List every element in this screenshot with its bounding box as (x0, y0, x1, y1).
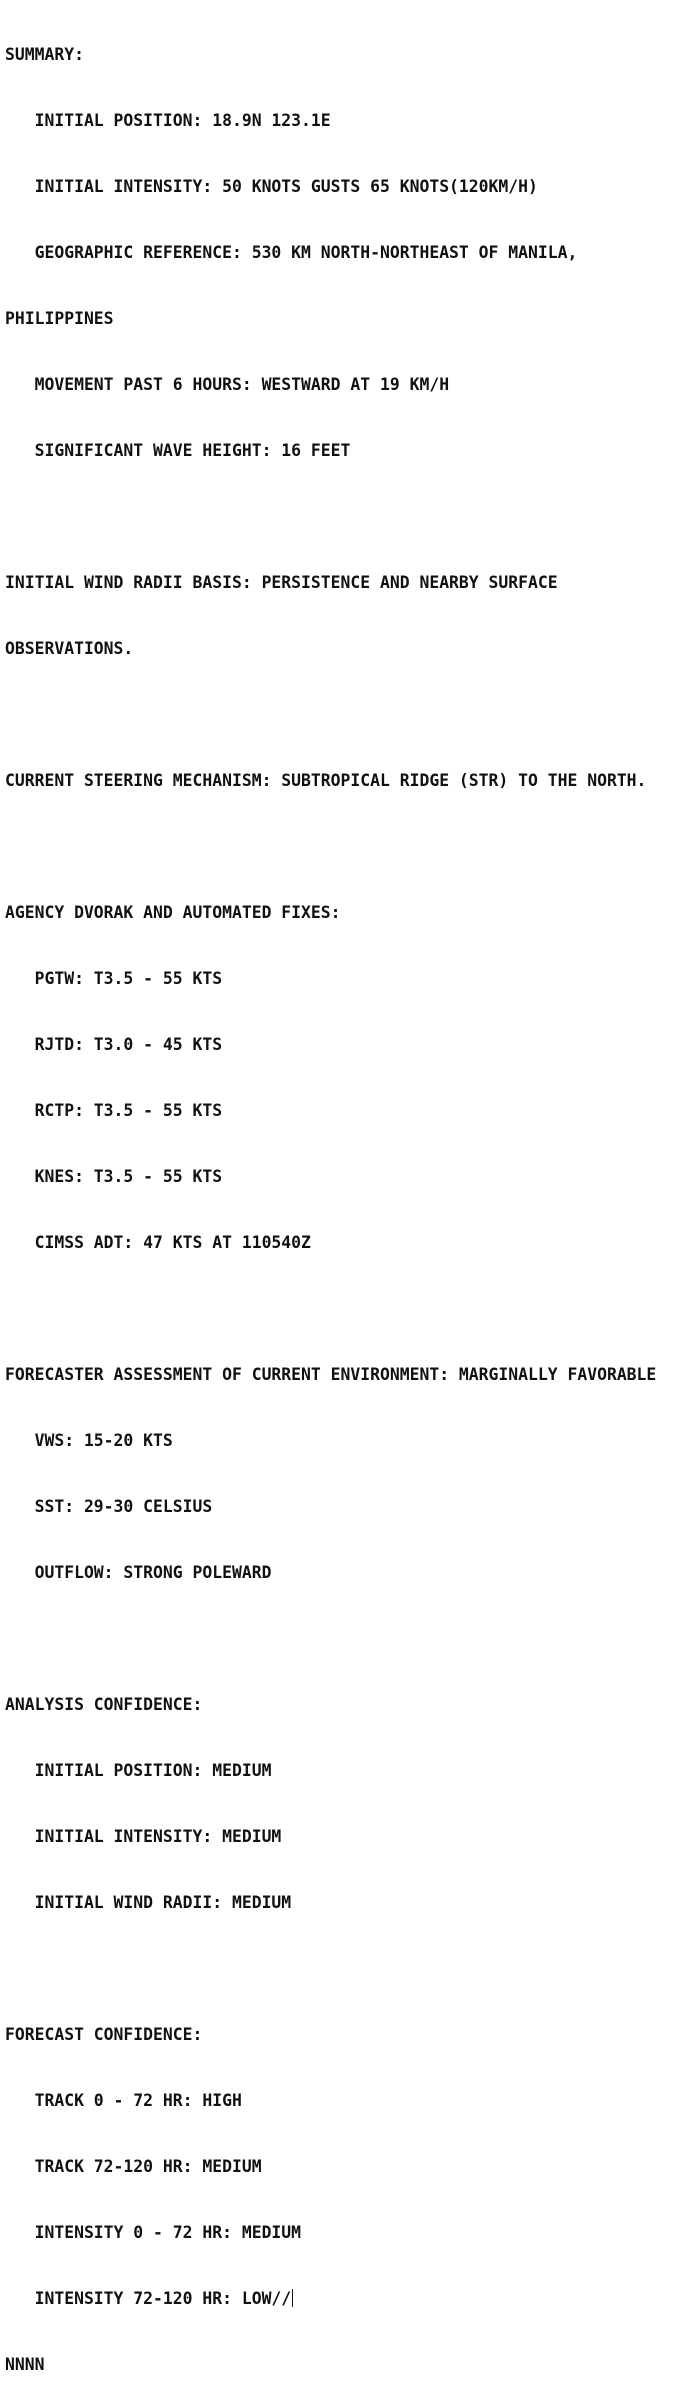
text-line: TRACK 72-120 HR: MEDIUM (5, 2157, 262, 2176)
text-line: FORECASTER ASSESSMENT OF CURRENT ENVIRONMENT: MARGINALLY FAVORABLE (5, 1365, 657, 1384)
text-line: INITIAL WIND RADII: MEDIUM (5, 1893, 292, 1912)
text-caret (292, 2289, 293, 2307)
text-line-content: INTENSITY 72-120 HR: LOW// (5, 2289, 292, 2308)
text-line: INITIAL WIND RADII BASIS: PERSISTENCE AND NEARBY SURFACE (5, 573, 558, 592)
text-line: SUMMARY: (5, 45, 84, 64)
text-line: MOVEMENT PAST 6 HOURS: WESTWARD AT 19 KM/H (5, 375, 450, 394)
text-line: ANALYSIS CONFIDENCE: (5, 1695, 203, 1714)
text-line: PGTW: T3.5 - 55 KTS (5, 969, 223, 988)
text-line: VWS: 15-20 KTS (5, 1431, 173, 1450)
blank-line (5, 506, 656, 528)
text-line: AGENCY DVORAK AND AUTOMATED FIXES: (5, 903, 341, 922)
text-line: CURRENT STEERING MECHANISM: SUBTROPICAL RIDGE (STR) TO THE NORTH. (5, 771, 647, 790)
text-line: TRACK 0 - 72 HR: HIGH (5, 2091, 242, 2110)
text-line: RCTP: T3.5 - 55 KTS (5, 1101, 223, 1120)
text-line: INITIAL INTENSITY: MEDIUM (5, 1827, 282, 1846)
text-line: INTENSITY 0 - 72 HR: MEDIUM (5, 2223, 302, 2242)
text-line: RJTD: T3.0 - 45 KTS (5, 1035, 223, 1054)
text-line: SIGNIFICANT WAVE HEIGHT: 16 FEET (5, 441, 351, 460)
text-line: SST: 29-30 CELSIUS (5, 1497, 213, 1516)
text-line-with-caret (5, 2288, 656, 2310)
text-line: OBSERVATIONS. (5, 639, 134, 658)
text-line: CIMSS ADT: 47 KTS AT 110540Z (5, 1233, 311, 1252)
blank-line (5, 704, 656, 726)
text-line: INITIAL POSITION: 18.9N 123.1E (5, 111, 331, 130)
blank-line (5, 1958, 656, 1980)
text-line: PHILIPPINES (5, 309, 114, 328)
bulletin-text[interactable] (5, 0, 656, 2398)
blank-line (5, 1298, 656, 1320)
blank-line (5, 836, 656, 858)
text-line: INITIAL POSITION: MEDIUM (5, 1761, 272, 1780)
text-line: KNES: T3.5 - 55 KTS (5, 1167, 223, 1186)
text-line: OUTFLOW: STRONG POLEWARD (5, 1563, 272, 1582)
text-line: GEOGRAPHIC REFERENCE: 530 KM NORTH-NORTHEAST OF MANILA, (5, 243, 578, 262)
text-line: NNNN (5, 2355, 45, 2374)
text-line: INITIAL INTENSITY: 50 KNOTS GUSTS 65 KNOTS(120KM/H) (5, 177, 538, 196)
text-line: FORECAST CONFIDENCE: (5, 2025, 203, 2044)
blank-line (5, 1628, 656, 1650)
